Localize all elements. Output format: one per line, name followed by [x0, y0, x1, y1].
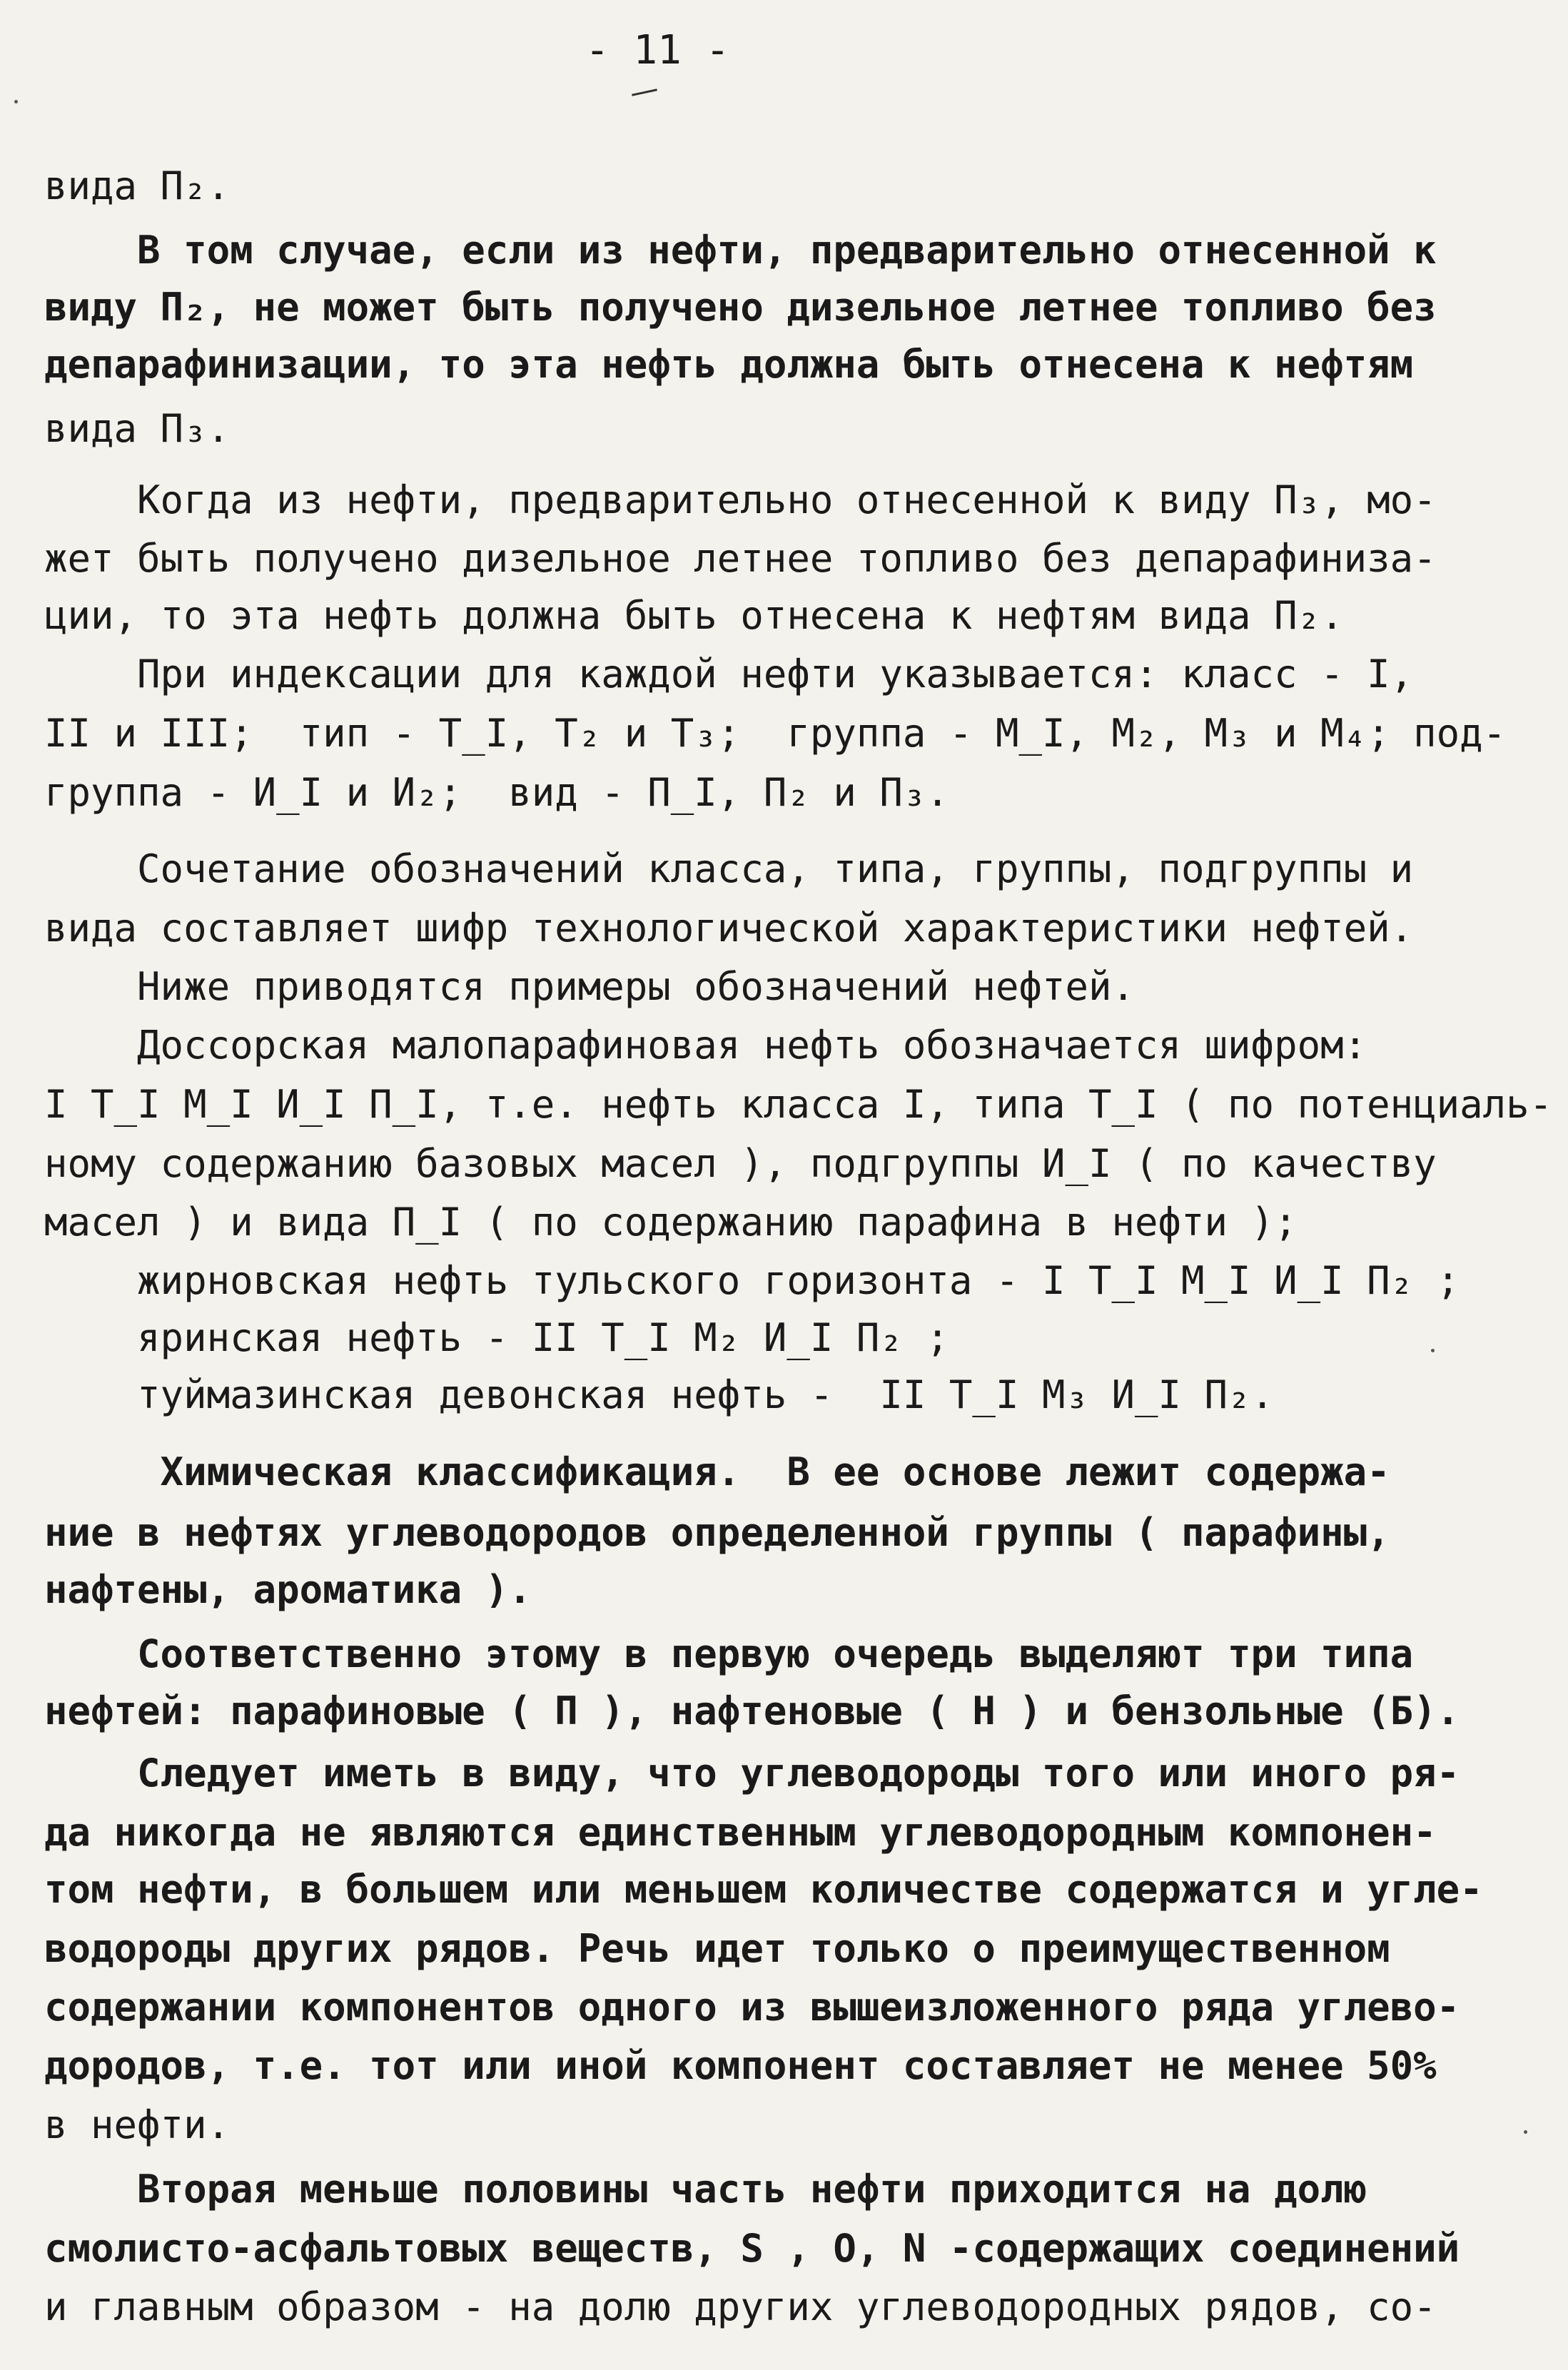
text-line-12: Сочетание обозначений класса, типа, группы, подгруппы и: [44, 846, 1414, 891]
text-line-18: масел ) и вида П_I ( по содержанию парафина в нефти );: [44, 1200, 1298, 1245]
text-line-21: туймазинская девонская нефть - II T_I M₃ И_I П₂.: [44, 1372, 1275, 1417]
text-line-17: ному содержанию базовых масел ), подгруппы И_I ( по качеству: [44, 1141, 1437, 1186]
text-line-19: жирновская нефть тульского горизонта - I T_I M_I И_I П₂ ;: [44, 1258, 1460, 1303]
text-line-20: яринская нефть - II T_I M₂ И_I П₂ ;: [44, 1315, 949, 1360]
text-line-13: вида составляет шифр технологической характеристики нефтей.: [44, 906, 1414, 951]
text-line-35: смолисто-асфальтовых веществ, S , O, N -содержащих соединений: [44, 2226, 1460, 2271]
text-line-16: I T_I M_I И_I П_I, т.е. нефть класса I, типа T_I ( по потенциаль-: [44, 1082, 1553, 1127]
text-line-8: ции, то эта нефть должна быть отнесена к нефтям вида П₂.: [44, 593, 1344, 638]
text-line-11: группа - И_I и И₂; вид - П_I, П₂ и П₃.: [44, 770, 949, 815]
text-line-3: виду П₂, не может быть получено дизельное летнее топливо без: [44, 285, 1437, 330]
scan-speck: [1524, 2130, 1527, 2134]
text-line-27: Следует иметь в виду, что углеводороды того или иного ря-: [44, 1751, 1460, 1796]
text-line-9: При индексации для каждой нефти указывается: класс - I,: [44, 652, 1414, 697]
text-line-14: Ниже приводятся примеры обозначений нефтей.: [44, 964, 1135, 1009]
text-line-34: Вторая меньше половины часть нефти приходится на долю: [44, 2167, 1367, 2212]
text-line-32: дородов, т.е. тот или иной компонент составляет не менее 50%: [44, 2043, 1437, 2088]
page-number: - 11 -: [585, 27, 730, 74]
scan-speck: [1431, 1349, 1435, 1352]
text-line-10: II и III; тип - T_I, T₂ и T₃; группа - M_I, M₂, M₃ и M₄; под-: [44, 711, 1507, 756]
text-line-33: в нефти.: [44, 2102, 231, 2147]
text-line-31: содержании компонентов одного из вышеизложенного ряда углево-: [44, 1985, 1460, 2030]
section-heading-chemical-classification: Химическая классификация. В ее основе лежит содержа-: [44, 1449, 1390, 1494]
text-line-1: вида П₂.: [44, 163, 231, 208]
text-line-28: да никогда не являются единственным углеводородным компонен-: [44, 1810, 1437, 1855]
text-line-5: вида П₃.: [44, 406, 231, 451]
scan-speck: [14, 100, 18, 103]
text-line-6: Когда из нефти, предварительно отнесенной к виду П₃, мо-: [44, 477, 1437, 522]
text-line-30: водороды других рядов. Речь идет только о преимущественном: [44, 1926, 1390, 1971]
text-line-2: В том случае, если из нефти, предварительно отнесенной к: [44, 228, 1437, 273]
text-line-26: нефтей: парафиновые ( П ), нафтеновые ( Н ) и бензольные (Б).: [44, 1688, 1460, 1733]
text-line-25: Соответственно этому в первую очередь выделяют три типа: [44, 1631, 1414, 1676]
text-line-4: депарафинизации, то эта нефть должна быть отнесена к нефтям: [44, 342, 1414, 387]
text-line-29: том нефти, в большем или меньшем количестве содержатся и угле-: [44, 1867, 1483, 1912]
text-line-36: и главным образом - на долю других углеводородных рядов, со-: [44, 2284, 1437, 2329]
pen-mark: [632, 88, 657, 96]
text-line-15: Доссорская малопарафиновая нефть обозначается шифром:: [44, 1023, 1367, 1068]
text-line-7: жет быть получено дизельное летнее топливо без депарафиниза-: [44, 536, 1437, 581]
text-line-23: ние в нефтях углеводородов определенной группы ( парафины,: [44, 1510, 1390, 1555]
text-line-24: нафтены, ароматика ).: [44, 1567, 532, 1612]
